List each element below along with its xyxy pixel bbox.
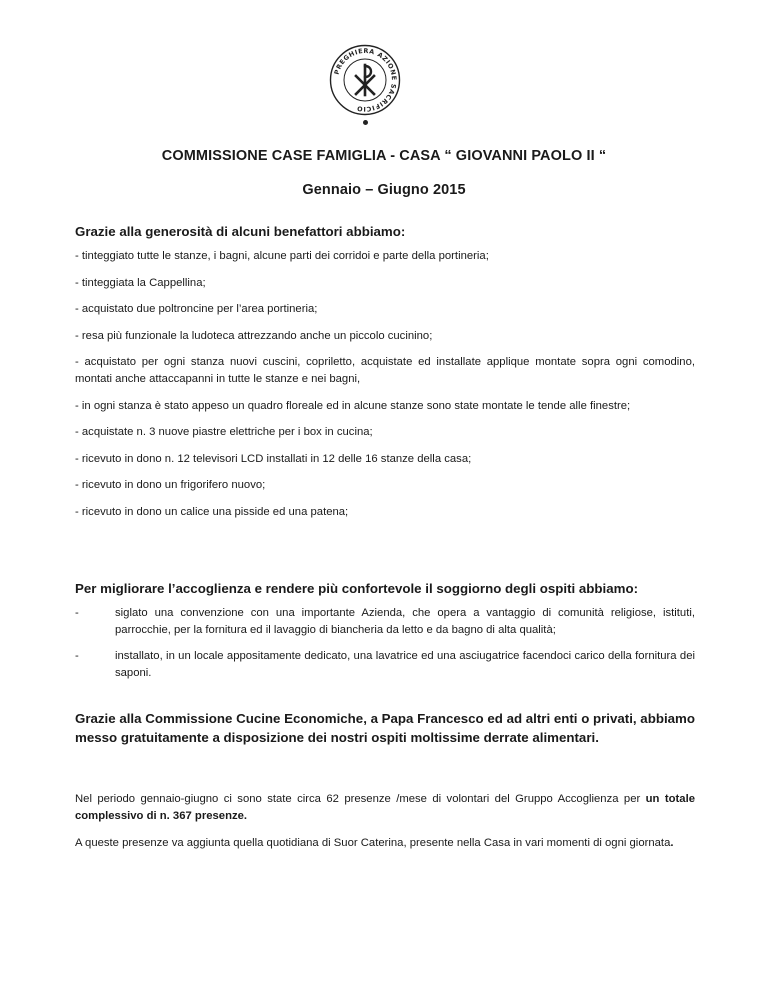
seal-star-icon: [363, 120, 368, 125]
list-bullet: -: [75, 650, 79, 662]
page-subtitle-period: Gennaio – Giugno 2015: [302, 182, 466, 198]
section-benefattori: [75, 222, 695, 530]
list-item: - acquistato per ogni stanza nuovi cuscini, copriletto, acquistate ed installate applique montate sopra ogni comodino, montati anche attaccapanni in tutte le stanze e nei bagni,: [75, 356, 695, 385]
presenze-paragraph: [75, 791, 695, 825]
list-item-text: installato, in un locale appositamente dedicato, una lavatrice ed una asciugatrice facendoci carico della fornitura dei saponi.: [115, 650, 695, 679]
presenze-text: Nel periodo gennaio-giugno ci sono state circa 62 presenze /mese di volontari del Gruppo Accoglienza per: [75, 793, 646, 805]
suor-caterina-paragraph: [75, 835, 695, 852]
list-item: - tinteggiata la Cappellina;: [75, 276, 206, 289]
page-title: COMMISSIONE CASE FAMIGLIA - CASA “ GIOVANNI PAOLO II “: [161, 148, 607, 164]
list-item: - in ogni stanza è stato appeso un quadro floreale ed in alcune stanze sono state montate le tende alle finestre;: [75, 399, 631, 412]
section-presenze: [75, 791, 695, 852]
list-item: - ricevuto in dono un frigorifero nuovo;: [75, 479, 266, 491]
section-accoglienza: [75, 579, 695, 691]
list-bullet: -: [75, 607, 79, 619]
list-item: [75, 605, 695, 639]
svg-text:PREGHIERA AZIONE SACRIFICIO: PREGHIERA AZIONE SACRIFICIO: [332, 46, 399, 114]
section-heading: Grazie alla Commissione Cucine Economiche, a Papa Francesco ed ad altri enti o privati, abbiamo messo gratuitamente a disposizione dei nostri ospiti moltissime derrate alimentari.: [75, 711, 695, 745]
list-item-text: siglato una convenzione con una importante Azienda, che opera a vantaggio di comunità religiose, istituti, parrocchie, per la fornitura ed il lavaggio di biancheria da letto e da bagno di alta qualità;: [115, 607, 695, 636]
list-item: - ricevuto in dono un calice una pisside ed una patena;: [75, 505, 349, 518]
section-cucine-economiche: [75, 709, 695, 747]
list-item: - acquistato due poltroncine per l’area portineria;: [75, 303, 318, 315]
section-heading: Per migliorare l’accoglienza e rendere più confortevole il soggiorno degli ospiti abbiamo:: [75, 581, 639, 596]
list-item: [75, 648, 695, 682]
preghiera-azione-sacrificio-seal-icon: [329, 44, 401, 116]
section-heading: Grazie alla generosità di alcuni benefattori abbiamo:: [75, 224, 406, 239]
list-item: - resa più funzionale la ludoteca attrezzando anche un piccolo cucinino;: [75, 329, 433, 342]
list-item: - acquistate n. 3 nuove piastre elettriche per i box in cucina;: [75, 426, 373, 438]
chi-rho-icon: [356, 65, 374, 95]
presenze-total: un totale complessivo di n. 367 presenze.: [75, 793, 695, 822]
list-item: - tinteggiato tutte le stanze, i bagni, alcune parti dei corridoi e parte della portineria;: [75, 250, 489, 262]
suor-caterina-text: A queste presenze va aggiunta quella quotidiana di Suor Caterina, presente nella Casa in vari momenti di ogni giornata: [75, 837, 671, 849]
suor-caterina-period: .: [670, 837, 674, 849]
list-item: - ricevuto in dono n. 12 televisori LCD installati in 12 delle 16 stanze della casa;: [75, 452, 472, 465]
